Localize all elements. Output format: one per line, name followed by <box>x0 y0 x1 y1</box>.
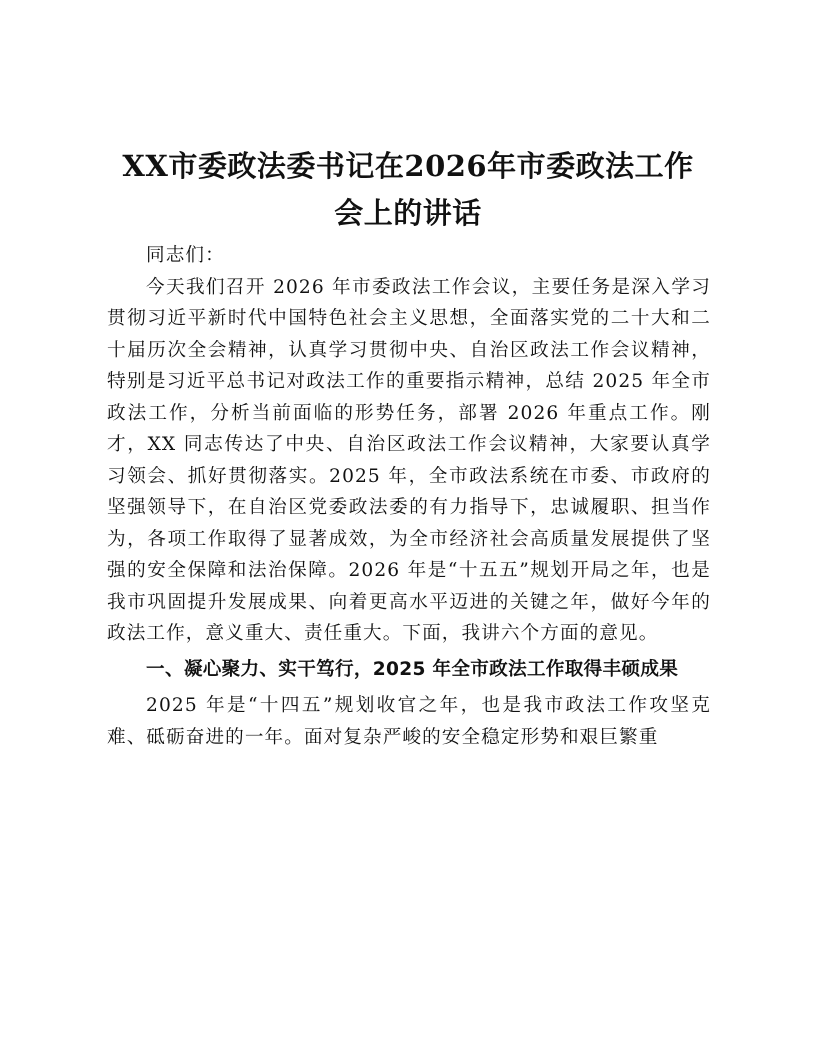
paragraph-intro: 今天我们召开 2026 年市委政法工作会议，主要任务是深入学习贯彻习近平新时代中国特色社会主义思想，全面落实党的二十大和二十届历次全会精神，认真学习贯彻中央、自治区政法工作会议精神，特别是习近平总书记对政法工作的重要指示精神，总结 2025 年全市政法工作，分析当前面临的形势任务，部署 2026 年重点工作。刚才，XX 同志传达了中央、自治区政法工作会议精神，大家要认真学习领会、抓好贯彻落实。2025 年，全市政法系统在市委、市政府的坚强领导下，在自治区党委政法委的有力指导下，忠诚履职、担当作为，各项工作取得了显著成效，为全市经济社会高质量发展提供了坚强的安全保障和法治保障。2026 年是“十五五”规划开局之年，也是我市巩固提升发展成果、向着更高水平迈进的关键之年，做好今年的政法工作，意义重大、责任重大。下面，我讲六个方面的意见。 <box>107 276 711 644</box>
paragraph-section-1: 2025 年是“十四五”规划收官之年，也是我市政法工作攻坚克难、砥砺奋进的一年。面对复杂严峻的安全稳定形势和艰巨繁重 <box>107 695 711 748</box>
document-body <box>107 240 711 753</box>
salutation: 同志们： <box>146 245 225 266</box>
document-title: XX市委政法委书记在2026年市委政法工作会上的讲话 <box>122 149 694 230</box>
section-heading-1: 一、凝心聚力、实干笃行，2025 年全市政法工作取得丰硕成果 <box>146 658 679 680</box>
